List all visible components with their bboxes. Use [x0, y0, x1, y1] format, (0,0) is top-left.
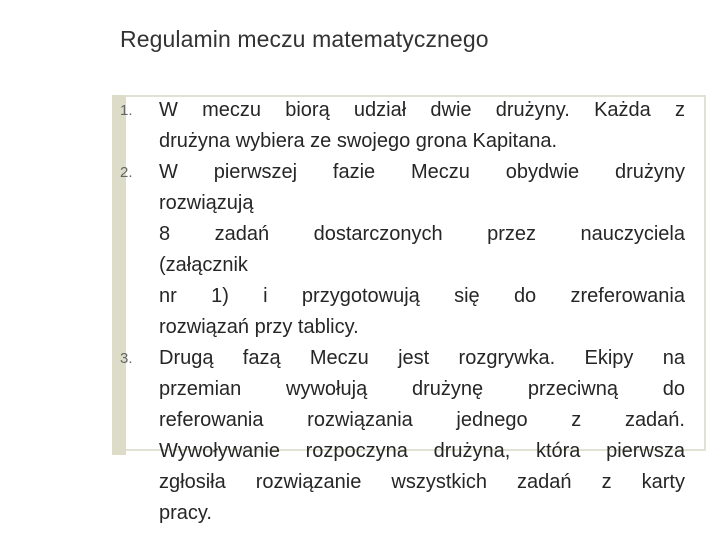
list-item-number: 1. — [120, 102, 133, 119]
list-item-line: rozwiązań przy tablicy. — [159, 316, 359, 338]
slide-title: Regulamin meczu matematycznego — [120, 26, 489, 52]
list-item-line: drużyna wybiera ze swojego grona Kapitana. — [159, 130, 558, 152]
list-item-line: zgłosiła rozwiązanie wszystkich zadań z karty — [159, 471, 685, 493]
list-item — [0, 343, 685, 529]
list-item-number: 2. — [120, 164, 133, 181]
list-item-line: referowania rozwiązania jednego z zadań. — [159, 409, 685, 431]
list-item-line: W pierwszej fazie Meczu obydwie drużyny — [159, 161, 685, 183]
list-item-line: 8 zadań dostarczonych przez nauczyciela — [159, 223, 685, 245]
list-item-number: 3. — [120, 350, 133, 367]
list-item-line: Wywoływanie rozpoczyna drużyna, która pierwsza — [159, 440, 685, 462]
rules-list — [0, 95, 685, 529]
list-item-line: W meczu biorą udział dwie drużyny. Każda z — [159, 99, 685, 121]
list-item — [0, 157, 685, 343]
list-item-line: Drugą fazą Meczu jest rozgrywka. Ekipy na — [159, 347, 685, 369]
list-item-line: nr 1) i przygotowują się do zreferowania — [159, 285, 685, 307]
list-item-line: rozwiązują — [159, 192, 254, 214]
list-item-line: (załącznik — [159, 254, 248, 276]
list-item-line: pracy. — [159, 502, 212, 524]
list-item-line: przemian wywołują drużynę przeciwną do — [159, 378, 685, 400]
list-item — [0, 95, 685, 157]
